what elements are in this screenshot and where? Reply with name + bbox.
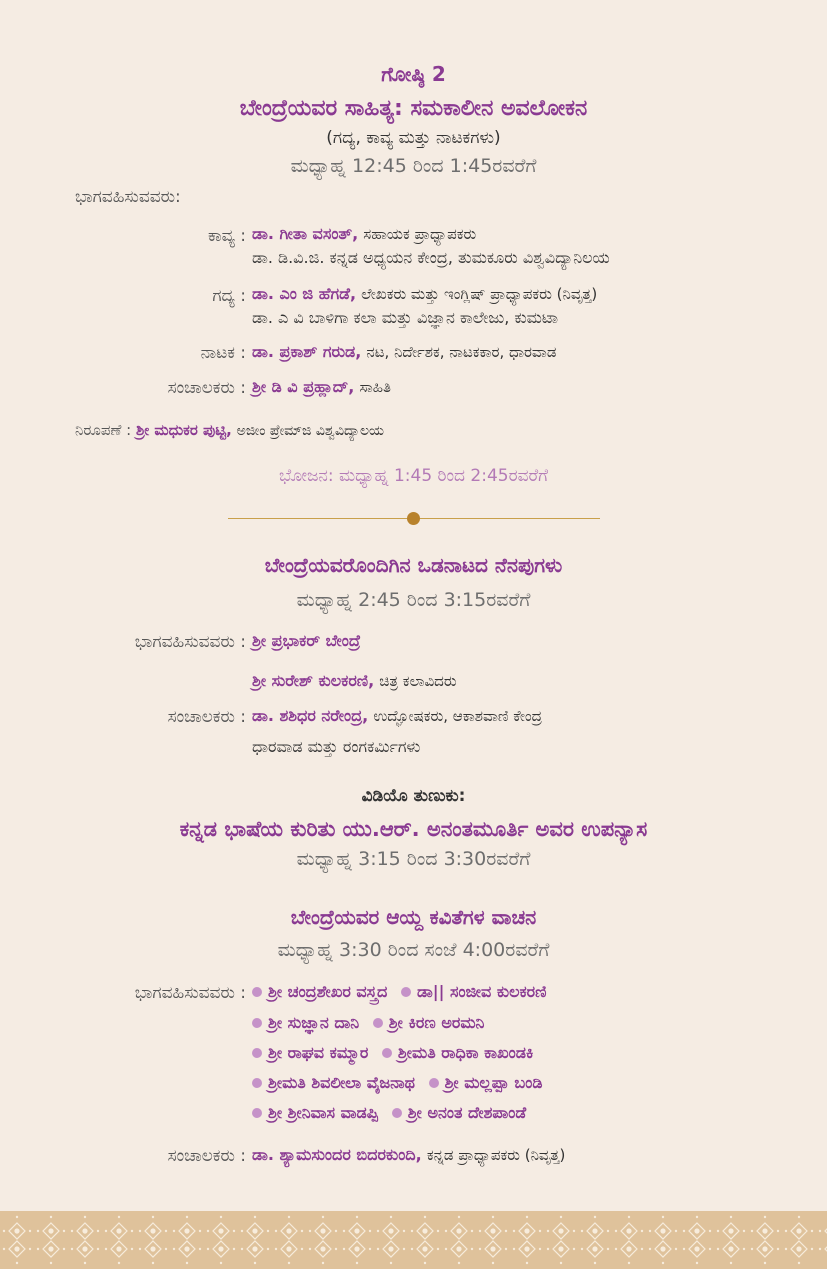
participants-label: ಭಾಗವಹಿಸುವವರು: bbox=[75, 187, 181, 207]
bullet-icon bbox=[392, 1108, 402, 1118]
participant-name: ಶ್ರೀ ಸುರೇಶ್ ಕುಲಕರಣಿ, bbox=[252, 671, 375, 690]
footer-pattern-band bbox=[0, 1211, 827, 1269]
bullet-icon bbox=[252, 1108, 262, 1118]
bullet-icon bbox=[401, 987, 411, 997]
session-subtitle: (ಗದ್ಯ, ಕಾವ್ಯ ಮತ್ತು ನಾಟಕಗಳು) bbox=[326, 128, 501, 148]
bullet-icon bbox=[252, 1018, 262, 1028]
nirupane-name: ಶ್ರೀ ಮಧುಕರ ಪುಟ್ಟಿ, bbox=[135, 421, 232, 439]
reading-time: ಮಧ್ಯಾಹ್ನ 3:30 ರಿಂದ ಸಂಜೆ 4:00ರವರೆಗೆ bbox=[277, 939, 550, 961]
reader-name: ಶ್ರೀ ಸುಜ್ಞಾನ ದಾನಿ bbox=[268, 1013, 360, 1032]
reader-name: ಶ್ರೀ ಚಂದ್ರಶೇಖರ ವಸ್ತ್ರದ bbox=[268, 982, 388, 1001]
reading-title: ಬೇಂದ್ರೆಯವರ ಆಯ್ದ ಕವಿತೆಗಳ ವಾಚನ bbox=[290, 905, 537, 929]
reader-row bbox=[252, 1043, 533, 1063]
bullet-icon bbox=[252, 987, 262, 997]
entry-label-nataka: ನಾಟಕ : bbox=[200, 343, 246, 363]
reader-row bbox=[252, 982, 546, 1002]
bullet-icon bbox=[252, 1078, 262, 1088]
session-heading: ಗೋಷ್ಠಿ 2 bbox=[381, 62, 446, 86]
entry-desc: ಲೇಖಕರು ಮತ್ತು ಇಂಗ್ಲಿಷ್ ಪ್ರಾಧ್ಯಾಪಕರು (ನಿವೃತ್ತ) bbox=[361, 285, 598, 303]
memories-moderator bbox=[252, 706, 542, 726]
reading-moderator-label: ಸಂಚಾಲಕರು : bbox=[167, 1146, 246, 1166]
memories-title: ಬೇಂದ್ರೆಯವರೊಂದಿಗಿನ ಒಡನಾಟದ ನೆನಪುಗಳು bbox=[264, 553, 563, 577]
reader-name: ಶ್ರೀ ಕಿರಣ ಅರಮನಿ bbox=[388, 1013, 485, 1032]
reader-name: ಶ್ರೀ ಶ್ರೀನಿವಾಸ ವಾಡಪ್ಪಿ bbox=[268, 1103, 379, 1122]
footer-pattern-icon bbox=[0, 1211, 827, 1269]
reader-row bbox=[252, 1013, 484, 1033]
nirupane-desc: ಅಜೀಂ ಪ್ರೇಮ್‌ಜಿ ವಿಶ್ವವಿದ್ಯಾಲಯ bbox=[236, 423, 385, 439]
moderator-name: ಡಾ. ಶಶಿಧರ ನರೇಂದ್ರ, bbox=[252, 706, 369, 725]
reader-name: ಶ್ರೀಮತಿ ಶಿವಲೀಲಾ ವೈಜನಾಥ bbox=[268, 1073, 415, 1092]
entry-kavya bbox=[252, 224, 476, 244]
reader-name: ಶ್ರೀ ರಾಘವ ಕಮ್ಮಾರ bbox=[268, 1043, 369, 1062]
session-time: ಮಧ್ಯಾಹ್ನ 12:45 ರಿಂದ 1:45ರವರೆಗೆ bbox=[290, 155, 537, 177]
bullet-icon bbox=[429, 1078, 439, 1088]
nirupane-label: ನಿರೂಪಣೆ : bbox=[75, 421, 132, 439]
memories-time: ಮಧ್ಯಾಹ್ನ 2:45 ರಿಂದ 3:15ರವರೆಗೆ bbox=[296, 589, 531, 611]
entry-desc: ಸಾಹಿತಿ bbox=[359, 378, 391, 396]
entry-label-gadya: ಗದ್ಯ : bbox=[212, 286, 246, 306]
video-time: ಮಧ್ಯಾಹ್ನ 3:15 ರಿಂದ 3:30ರವರೆಗೆ bbox=[296, 848, 531, 870]
reading-participants-label: ಭಾಗವಹಿಸುವವರು : bbox=[134, 983, 246, 1003]
moderator-desc: ಕನ್ನಡ ಪ್ರಾಧ್ಯಾಪಕರು (ನಿವೃತ್ತ) bbox=[426, 1146, 566, 1164]
entry-desc-secondary: ಡಾ. ಎ ವಿ ಬಾಳಿಗಾ ಕಲಾ ಮತ್ತು ವಿಜ್ಞಾನ ಕಾಲೇಜು, ಕುಮಟಾ bbox=[252, 308, 559, 327]
bullet-icon bbox=[373, 1018, 383, 1028]
moderator-desc-secondary: ಧಾರವಾಡ ಮತ್ತು ರಂಗಕರ್ಮಿಗಳು bbox=[252, 737, 421, 756]
reader-name: ಶ್ರೀ ಮಲ್ಲಪ್ಪಾ ಬಂಡಿ bbox=[444, 1073, 543, 1092]
memories-participants-label: ಭಾಗವಹಿಸುವವರು : bbox=[134, 632, 246, 652]
moderator-desc: ಉದ್ಘೋಷಕರು, ಆಕಾಶವಾಣಿ ಕೇಂದ್ರ bbox=[373, 707, 542, 725]
reader-row bbox=[252, 1073, 542, 1093]
divider-dot-icon bbox=[407, 512, 420, 525]
lunch-time: ಭೋಜನ: ಮಧ್ಯಾಹ್ನ 1:45 ರಿಂದ 2:45ರವರೆಗೆ bbox=[278, 466, 549, 486]
video-title: ಕನ್ನಡ ಭಾಷೆಯ ಕುರಿತು ಯು.ಆರ್. ಅನಂತಮೂರ್ತಿ ಅವರ ಉಪನ್ಯಾಸ bbox=[179, 817, 648, 841]
memories-participant-2 bbox=[252, 671, 457, 691]
entry-moderator bbox=[252, 377, 391, 397]
entry-desc: ನಟ, ನಿರ್ದೇಶಕ, ನಾಟಕಕಾರ, ಧಾರವಾಡ bbox=[366, 343, 557, 361]
entry-name: ಡಾ. ಪ್ರಕಾಶ್ ಗರುಡ, bbox=[252, 342, 362, 361]
entry-nataka bbox=[252, 342, 556, 362]
entry-gadya bbox=[252, 284, 597, 304]
reading-moderator bbox=[252, 1145, 565, 1165]
entry-name: ಡಾ. ಎಂ ಜಿ ಹೆಗಡೆ, bbox=[252, 284, 357, 303]
nirupane-line bbox=[75, 421, 384, 439]
entry-desc-secondary: ಡಾ. ಡಿ.ವಿ.ಜಿ. ಕನ್ನಡ ಅಧ್ಯಯನ ಕೇಂದ್ರ, ತುಮಕೂರು ವಿಶ್ವವಿದ್ಯಾನಿಲಯ bbox=[252, 248, 610, 267]
entry-label-moderator: ಸಂಚಾಲಕರು : bbox=[167, 378, 246, 398]
bullet-icon bbox=[252, 1048, 262, 1058]
reader-name: ಶ್ರೀ ಅನಂತ ದೇಶಪಾಂಡೆ bbox=[407, 1103, 527, 1122]
memories-participant-1: ಶ್ರೀ ಪ್ರಭಾಕರ್ ಬೇಂದ್ರೆ bbox=[252, 631, 361, 650]
reader-name: ಡಾ|| ಸಂಜೀವ ಕುಲಕರಣಿ bbox=[416, 982, 547, 1001]
entry-desc: ಸಹಾಯಕ ಪ್ರಾಧ್ಯಾಪಕರು bbox=[363, 225, 477, 243]
moderator-name: ಡಾ. ಶ್ಯಾಮಸುಂದರ ಬಿದರಕುಂದಿ, bbox=[252, 1145, 422, 1164]
reader-name: ಶ್ರೀಮತಿ ರಾಧಿಕಾ ಕಾಖಂಡಕಿ bbox=[397, 1043, 534, 1062]
reader-row bbox=[252, 1103, 526, 1123]
memories-moderator-label: ಸಂಚಾಲಕರು : bbox=[167, 707, 246, 727]
entry-label-kavya: ಕಾವ್ಯ : bbox=[207, 226, 246, 246]
entry-name: ಶ್ರೀ ಡಿ ವಿ ಪ್ರಹ್ಲಾದ್, bbox=[252, 377, 355, 396]
video-label: ವಿಡಿಯೊ ತುಣುಕು: bbox=[361, 786, 466, 806]
participant-desc: ಚಿತ್ರ ಕಲಾವಿದರು bbox=[379, 672, 457, 690]
entry-name: ಡಾ. ಗೀತಾ ವಸಂತ್, bbox=[252, 224, 359, 243]
session-title: ಬೇಂದ್ರೆಯವರ ಸಾಹಿತ್ಯ: ಸಮಕಾಲೀನ ಅವಲೋಕನ bbox=[239, 96, 588, 121]
bullet-icon bbox=[382, 1048, 392, 1058]
